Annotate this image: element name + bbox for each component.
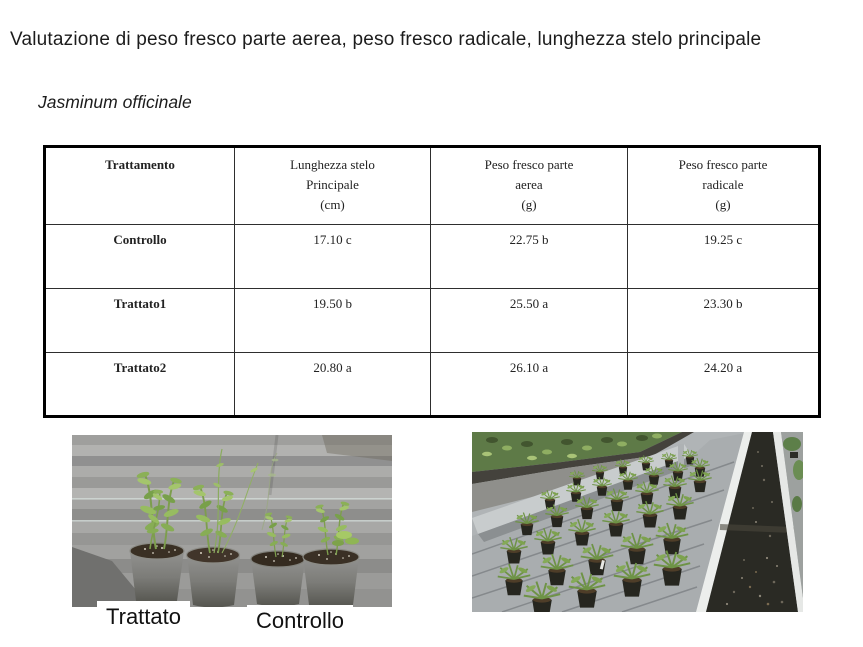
header-label: Trattamento: [105, 157, 175, 172]
photo-label-controllo: Controllo: [247, 605, 353, 636]
results-table: [43, 145, 821, 418]
left-photo-image: [72, 435, 392, 607]
cell-value: 25.50 a: [431, 289, 628, 353]
header-unit: (g): [521, 197, 537, 212]
cell-value: 23.30 b: [628, 289, 820, 353]
header-unit: (g): [715, 197, 731, 212]
photo-greenhouse-bench: [472, 432, 803, 612]
cell-value: 19.50 b: [235, 289, 431, 353]
header-unit: (cm): [320, 197, 345, 212]
header-line: Lunghezza stelo: [290, 157, 375, 172]
cell-value: 20.80 a: [235, 353, 431, 417]
cell-value: 22.75 b: [431, 225, 628, 289]
header-peso-aerea: [431, 147, 628, 225]
header-peso-radicale: [628, 147, 820, 225]
row-label: Trattato2: [45, 353, 235, 417]
photo-label-trattato: Trattato: [97, 601, 190, 632]
header-line: aerea: [515, 177, 543, 192]
header-line: radicale: [702, 177, 744, 192]
cell-value: 26.10 a: [431, 353, 628, 417]
header-line: Peso fresco parte: [484, 157, 574, 172]
row-label: Controllo: [45, 225, 235, 289]
slide-title: Valutazione di peso fresco parte aerea, peso fresco radicale, lunghezza stelo principale: [10, 29, 762, 50]
cell-value: 24.20 a: [628, 353, 820, 417]
table-row-trattato1: [45, 289, 820, 353]
table-row-controllo: [45, 225, 820, 289]
row-label: Trattato1: [45, 289, 235, 353]
photo-treated-vs-control: [72, 435, 392, 633]
species-name: Jasminum officinale: [38, 92, 192, 112]
header-trattamento: [45, 147, 235, 225]
cell-value: 19.25 c: [628, 225, 820, 289]
table-header-row: [45, 147, 820, 225]
cell-value: 17.10 c: [235, 225, 431, 289]
header-line: Peso fresco parte: [678, 157, 768, 172]
header-line: Principale: [306, 177, 359, 192]
right-photo-image: [472, 432, 803, 612]
header-lunghezza-stelo: [235, 147, 431, 225]
table-row-trattato2: [45, 353, 820, 417]
